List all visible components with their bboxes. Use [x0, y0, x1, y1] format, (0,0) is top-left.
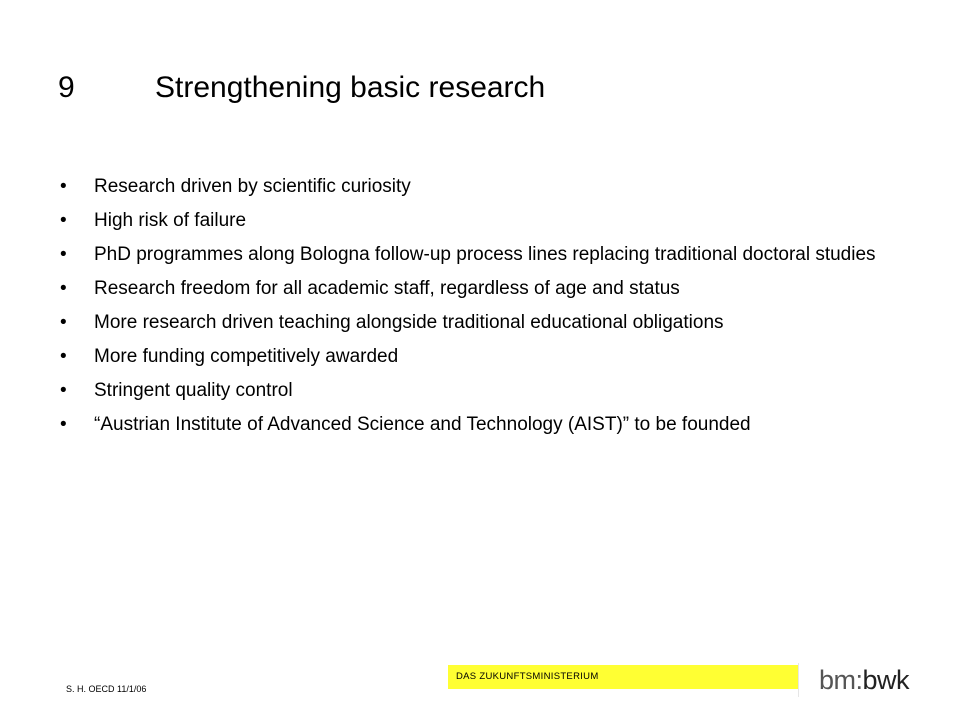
bullet-text: More funding competitively awarded [94, 346, 399, 367]
bullet-text: PhD programmes along Bologna follow-up process lines replacing traditional doctoral studies [94, 244, 876, 265]
slide-number: 9 [58, 71, 75, 104]
bullet-marker: • [60, 176, 67, 197]
bullet-marker: • [60, 244, 67, 265]
logo-prefix: bm [819, 665, 856, 695]
bullet-item [60, 344, 880, 370]
bullet-marker: • [60, 278, 67, 299]
logo-text [819, 664, 909, 696]
bullet-text: High risk of failure [94, 210, 247, 231]
ministry-banner-text: DAS ZUKUNFTSMINISTERIUM [456, 671, 599, 682]
ministry-logo [798, 663, 921, 697]
bullet-item [60, 242, 880, 268]
ministry-banner [448, 665, 798, 689]
bullet-list [60, 174, 880, 446]
bullet-item [60, 310, 880, 336]
bullet-text: Stringent quality control [94, 380, 293, 401]
bullet-marker: • [60, 414, 67, 435]
bullet-item [60, 208, 880, 234]
bullet-item [60, 378, 880, 404]
footer-note: S. H. OECD 11/1/06 [66, 684, 147, 694]
slide-title-text: Strengthening basic research [155, 71, 546, 104]
bullet-marker: • [60, 346, 67, 367]
bullet-text: “Austrian Institute of Advanced Science and Technology (AIST)” to be founded [94, 414, 751, 435]
bullet-item [60, 174, 880, 200]
logo-suffix: bwk [862, 665, 910, 695]
bullet-item [60, 276, 880, 302]
bullet-text: More research driven teaching alongside traditional educational obligations [94, 312, 724, 333]
slide-title [58, 68, 545, 108]
logo-separator: : [855, 665, 863, 695]
bullet-marker: • [60, 312, 67, 333]
bullet-text: Research freedom for all academic staff, regardless of age and status [94, 278, 680, 299]
bullet-marker: • [60, 380, 67, 401]
bullet-marker: • [60, 210, 67, 231]
bullet-text: Research driven by scientific curiosity [94, 176, 411, 197]
bullet-item [60, 412, 880, 438]
